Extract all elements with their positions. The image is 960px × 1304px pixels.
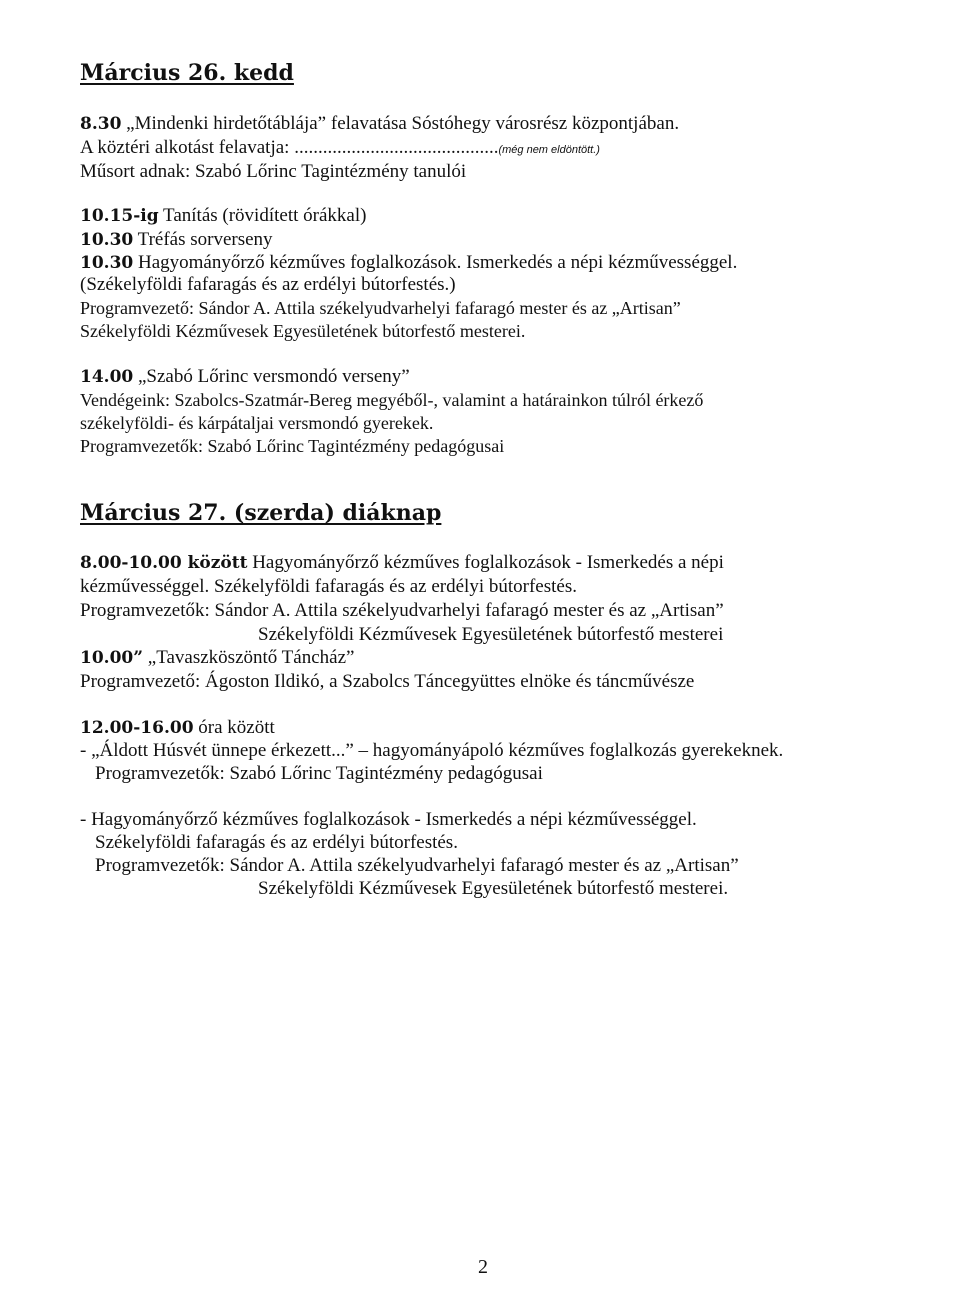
- time: 12.00-16.00: [80, 718, 194, 738]
- day2-line-7: [80, 717, 275, 739]
- day1-line-10: [80, 366, 410, 388]
- day2-line-10: - Hagyományőrző kézműves foglalkozások - Ismerkedés a népi kézművességgel.: [80, 809, 697, 830]
- day2-line-2: kézművességgel. Székelyföldi fafaragás és az erdélyi bútorfestés.: [80, 576, 577, 597]
- time: 10.15-ig: [80, 206, 159, 226]
- time: 8.00-10.00 között: [80, 553, 248, 573]
- day2-line-6: Programvezető: Ágoston Ildikó, a Szabolcs Táncegyüttes elnöke és táncművésze: [80, 671, 695, 692]
- text: „Mindenki hirdetőtáblája” felavatása Sóstóhegy városrész központjában.: [121, 113, 680, 134]
- time: 8.30: [80, 114, 122, 134]
- day1-line-9: Székelyföldi Kézművesek Egyesületének bútorfestő mesterei.: [80, 321, 526, 341]
- time: 14.00: [80, 367, 134, 387]
- day1-line-4: [80, 205, 366, 227]
- day1-heading: Március 26. kedd: [80, 60, 294, 86]
- day1-line-13: Programvezetők: Szabó Lőrinc Tagintézmény pedagógusai: [80, 436, 505, 456]
- text: A köztéri alkotást felavatja: ...........................................: [80, 137, 499, 158]
- day1-line-7: (Székelyföldi fafaragás és az erdélyi bútorfestés.): [80, 274, 456, 295]
- day2-line-11: Székelyföldi fafaragás és az erdélyi bútorfestés.: [95, 832, 458, 853]
- text: óra között: [193, 717, 275, 738]
- day2-line-8: - „Áldott Húsvét ünnepe érkezett...” – hagyományápoló kézműves foglalkozás gyerekeknek.: [80, 740, 784, 761]
- day2-line-9: Programvezetők: Szabó Lőrinc Tagintézmény pedagógusai: [95, 763, 543, 784]
- time: 10.30: [80, 230, 134, 250]
- day2-line-5: [80, 647, 354, 669]
- day1-line-2: [80, 137, 600, 161]
- day1-line-8: Programvezető: Sándor A. Attila székelyudvarhelyi fafaragó mester és az „Artisan”: [80, 298, 681, 318]
- day2-line-13: Székelyföldi Kézművesek Egyesületének bútorfestő mesterei.: [258, 878, 729, 899]
- day1-line-3: Műsort adnak: Szabó Lőrinc Tagintézmény tanulói: [80, 161, 467, 182]
- text: „Tavaszköszöntő Táncház”: [143, 647, 355, 668]
- day1-line-12: székelyföldi- és kárpátaljai versmondó gyerekek.: [80, 413, 434, 433]
- time: 10.30: [80, 253, 134, 273]
- day2-line-3: Programvezetők: Sándor A. Attila székelyudvarhelyi fafaragó mester és az „Artisan”: [80, 600, 724, 621]
- day1-line-5: [80, 229, 273, 251]
- text: „Szabó Lőrinc versmondó verseny”: [133, 366, 410, 387]
- day2-line-12: Programvezetők: Sándor A. Attila székelyudvarhelyi fafaragó mester és az „Artisan”: [95, 855, 739, 876]
- day1-line-11: Vendégeink: Szabolcs-Szatmár-Bereg megyéből-, valamint a határainkon túlról érkező: [80, 390, 704, 410]
- text: Tanítás (rövidített órákkal): [158, 205, 367, 226]
- text: Tréfás sorverseny: [133, 229, 273, 250]
- time: 10.00”: [80, 648, 144, 668]
- day1-line-6: [80, 252, 737, 274]
- day2-heading: Március 27. (szerda) diáknap: [80, 500, 442, 526]
- text: Hagyományőrző kézműves foglalkozások - Ismerkedés a népi: [247, 552, 724, 573]
- note: (még nem eldöntött.): [498, 144, 600, 156]
- page-number: 2: [478, 1256, 488, 1278]
- day2-line-1: [80, 552, 724, 574]
- day1-line-1: [80, 113, 679, 135]
- text: Hagyományőrző kézműves foglalkozások. Ismerkedés a népi kézművességgel.: [133, 252, 738, 273]
- day2-line-4: Székelyföldi Kézművesek Egyesületének bútorfestő mesterei: [258, 624, 724, 645]
